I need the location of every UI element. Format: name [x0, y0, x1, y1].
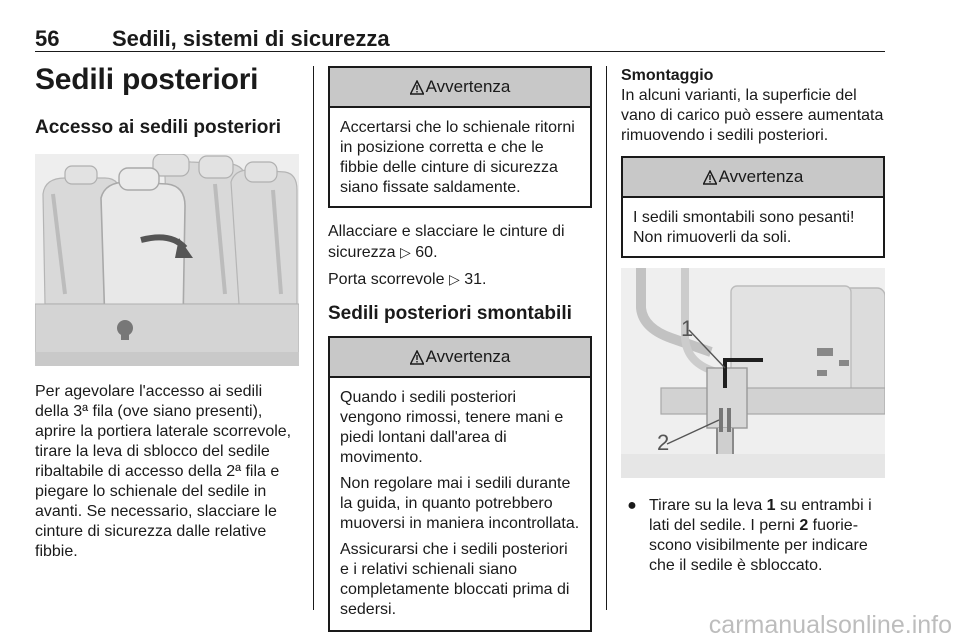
seatbelt-ref-link[interactable]: 60.: [415, 244, 438, 261]
column-divider-1: [313, 66, 314, 610]
warning2-para-1: Quando i sedili posteriori vengono rimossi, tenere mani e piedi lontani dall'area di movimento.: [340, 389, 564, 466]
figure-label-2: 2: [657, 430, 670, 455]
warning-box-2: [328, 336, 592, 632]
warning-triangle-icon: [410, 350, 424, 365]
section-title: Sedili posteriori: [35, 63, 259, 96]
column-2: [328, 66, 592, 632]
warning-text-1: Accertarsi che lo schienale ritorni in posizione corretta e che le fibbie delle cinture di sicurezza siano fissate saldamente.: [340, 119, 575, 196]
warning2-para-2: Non regolare mai i sedili durante la guida, in quanto potrebbero muoversi in maniera incontrollata.: [340, 475, 580, 532]
warning2-para-3: Assicurarsi che i sedili posteriori e i relativi schienali siano completamente bloccati prima di sedersi.: [340, 541, 570, 618]
subheading-removable: Sedili posteriori smontabili: [328, 303, 572, 324]
column-divider-2: [606, 66, 607, 610]
column-1: [35, 60, 299, 562]
page-number: 56: [35, 26, 60, 51]
warning-header-3: [623, 158, 883, 198]
warning-title-3: Avvertenza: [718, 167, 804, 186]
subheading-removal: Smontaggio: [621, 67, 714, 84]
warning-box-3: [621, 156, 885, 258]
figure-label-1: 1: [681, 316, 694, 341]
xref-arrow-icon: ▷: [448, 271, 460, 287]
seat-latch-figure: [621, 268, 885, 478]
warning-text-3: I sedili smontabili sono pesanti! Non rimuoverli da soli.: [633, 209, 855, 246]
warning-triangle-icon: [703, 170, 717, 185]
warning-header-2: [330, 338, 590, 378]
sliding-door-ref-link[interactable]: 31.: [464, 271, 487, 288]
instruction-bullet: [621, 496, 885, 576]
warning-title-1: Avvertenza: [425, 77, 511, 96]
running-title: Sedili, sistemi di sicurezza: [112, 26, 390, 51]
removal-paragraph: In alcuni varianti, la superficie del vano di carico può essere aumentata rimuovendo i sedili posteriori.: [621, 87, 884, 144]
bullet-text: Tirare su la leva 1 su entrambi i lati del sedile. I perni 2 fuoriescono visibilmente per indicare che il sedile è sbloccato.: [649, 497, 872, 574]
warning-box-1: [328, 66, 592, 208]
warning-title-2: Avvertenza: [425, 347, 511, 366]
seatbelt-paragraph: Allacciare e slacciare le cinture di sicurezza ▷ 60.: [328, 223, 565, 261]
watermark: carmanualsonline.info: [708, 611, 952, 639]
bullet-dot-icon: ●: [627, 497, 637, 514]
access-paragraph: Per agevolare l'accesso ai sedili della 3ª fila (ove siano presenti), aprire la portiera laterale scorrevole, tirare la leva di sblocco del sedile ribaltabile di accesso della 2ª fila e piegare lo schienale del sedile in avanti. Se necessario, slacciare le cinture di sicurezza dalle relative fibbie.: [35, 383, 292, 560]
sliding-door-paragraph: Porta scorrevole ▷ 31.: [328, 271, 487, 288]
seat-lever-illustration-icon: [35, 154, 299, 366]
xref-arrow-icon: ▷: [400, 244, 411, 260]
seat-access-figure: [35, 154, 299, 366]
subheading-access: Accesso ai sedili posteriori: [35, 117, 282, 138]
warning-triangle-icon: [410, 80, 424, 95]
warning-header-1: [330, 68, 590, 108]
column-3: [621, 66, 885, 576]
page-header: [35, 26, 885, 52]
